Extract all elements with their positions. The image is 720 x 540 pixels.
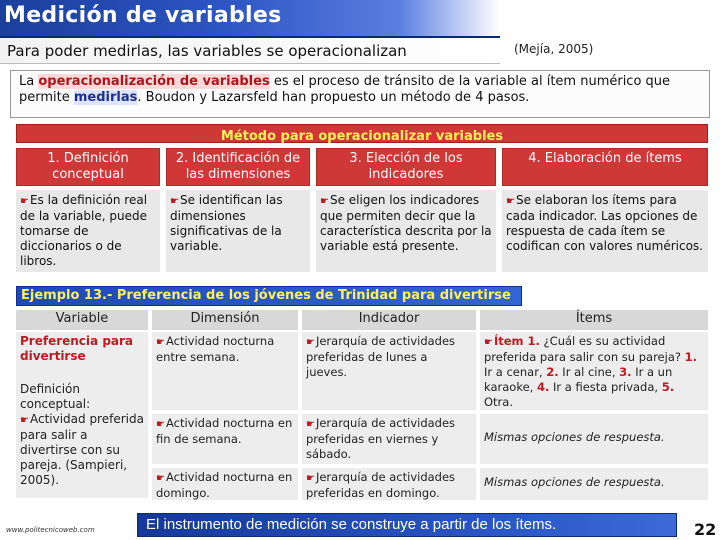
indicator-text: Jerarquía de actividades preferidas en viernes y sábado.: [306, 416, 456, 461]
definition-label: Definición conceptual:: [20, 382, 91, 411]
option-1-num: 1.: [684, 350, 698, 364]
pointing-hand-bullet-icon: ☛: [306, 473, 315, 484]
dimension-text: Actividad nocturna en domingo.: [156, 470, 293, 500]
option-4-text: Ir a fiesta privada,: [549, 380, 662, 394]
variable-name: Preferencia para divertirse: [20, 334, 134, 363]
example-title: Ejemplo 13.- Preferencia de los jóvenes de Trinidad para divertirse: [21, 288, 511, 303]
conclusion-banner: [137, 513, 677, 537]
intro-highlight-medirlas: medirlas: [73, 90, 138, 105]
step-3-body: [316, 190, 496, 272]
method-title: Método para operacionalizar variables: [220, 129, 504, 144]
table-row-3-item: Mismas opciones de respuesta.: [480, 468, 708, 500]
table-row-1-dimension: [152, 332, 298, 410]
indicator-text: Jerarquía de actividades preferidas en domingo.: [306, 470, 456, 500]
table-row-3-indicator: [302, 468, 476, 500]
step-3-title: 3. Elección de los indicadores: [349, 151, 463, 182]
conclusion-text: El instrumento de medición se construye a partir de los ítems.: [146, 516, 557, 533]
table-row-2-item: Mismas opciones de respuesta.: [480, 414, 708, 464]
intro-text-2: es el proceso de tránsito de la variable al ítem numérico que permite: [19, 74, 671, 105]
pointing-hand-bullet-icon: ☛: [20, 196, 29, 207]
item-question: ¿Cuál es su actividad preferida para salir con su pareja?: [484, 334, 685, 364]
option-1-text: Ir a cenar,: [484, 365, 547, 379]
indicator-text: Jerarquía de actividades preferidas de lunes a jueves.: [306, 334, 456, 379]
step-1-head: [16, 148, 160, 186]
step-1-title: 1. Definición conceptual: [47, 151, 129, 182]
option-3-text: Ir a un karaoke,: [484, 365, 673, 394]
pointing-hand-bullet-icon: ☛: [170, 196, 179, 207]
option-2-num: 2.: [546, 365, 559, 379]
intro-paragraph: [10, 70, 710, 118]
step-4-head: [502, 148, 708, 186]
definition-text: Actividad preferida para salir a divertirse con su pareja. (Sampieri, 2005).: [20, 412, 144, 487]
step-4-title: 4. Elaboración de ítems: [528, 151, 682, 166]
subtitle: Para poder medirlas, las variables se operacionalizan: [7, 42, 407, 60]
pointing-hand-bullet-icon: ☛: [506, 196, 515, 207]
step-2-text: Se identifican las dimensiones significativas de la variable.: [170, 193, 283, 253]
step-1-text: Es la definición real de la variable, puede tomarse de diccionarios o de libros.: [20, 193, 148, 268]
method-title-bar: [16, 124, 708, 143]
column-header-items: Ítems: [480, 310, 708, 330]
example-title-bar: [16, 286, 522, 306]
pointing-hand-bullet-icon: ☛: [156, 337, 165, 348]
slide-title-bar: [0, 0, 500, 38]
column-header-variable: Variable: [16, 310, 148, 330]
step-2-head: [166, 148, 310, 186]
table-row-1-item: [480, 332, 708, 410]
pointing-hand-bullet-icon: ☛: [484, 337, 493, 348]
option-2-text: Ir al cine,: [558, 365, 620, 379]
variable-cell: [16, 332, 148, 498]
table-row-2-dimension: [152, 414, 298, 464]
intro-highlight-operacionalizacion: operacionalización de variables: [38, 74, 270, 89]
intro-text-1: La: [19, 74, 39, 89]
page-number: 22: [694, 520, 717, 539]
dimension-text: Actividad nocturna entre semana.: [156, 334, 275, 364]
table-row-2-indicator: [302, 414, 476, 464]
column-header-indicator: Indicador: [302, 310, 476, 330]
pointing-hand-bullet-icon: ☛: [306, 419, 315, 430]
option-4-num: 4.: [536, 380, 550, 394]
pointing-hand-bullet-icon: ☛: [320, 196, 329, 207]
option-5-num: 5.: [661, 380, 675, 394]
citation: (Mejía, 2005): [514, 42, 594, 56]
option-5-text: Otra.: [484, 395, 513, 409]
step-2-body: [166, 190, 310, 272]
step-4-body: [502, 190, 708, 272]
dimension-text: Actividad nocturna en fin de semana.: [156, 416, 293, 446]
citation-box: [500, 38, 620, 64]
item-label: Ítem 1.: [493, 334, 540, 348]
step-1-body: [16, 190, 160, 272]
table-row-1-indicator: [302, 332, 476, 410]
pointing-hand-bullet-icon: ☛: [20, 415, 29, 426]
column-header-dimension: Dimensión: [152, 310, 298, 330]
option-3-num: 3.: [619, 365, 632, 379]
intro-text-3: . Boudon y Lazarsfeld han propuesto un método de 4 pasos.: [137, 90, 530, 105]
step-4-text: Se elaboran los ítems para cada indicador. Las opciones de respuesta de cada ítem se codifican con valores numéricos.: [506, 193, 703, 253]
pointing-hand-bullet-icon: ☛: [306, 337, 315, 348]
subtitle-bar: [0, 38, 500, 64]
step-3-head: [316, 148, 496, 186]
footer-url: www.politecnicoweb.com: [6, 526, 95, 534]
pointing-hand-bullet-icon: ☛: [156, 419, 165, 430]
step-3-text: Se eligen los indicadores que permiten decir que la característica descrita por la variable está presente.: [320, 193, 492, 253]
pointing-hand-bullet-icon: ☛: [156, 473, 165, 484]
step-2-title: 2. Identificación de las dimensiones: [175, 151, 301, 182]
slide-title: Medición de variables: [4, 3, 282, 28]
table-row-3-dimension: [152, 468, 298, 500]
